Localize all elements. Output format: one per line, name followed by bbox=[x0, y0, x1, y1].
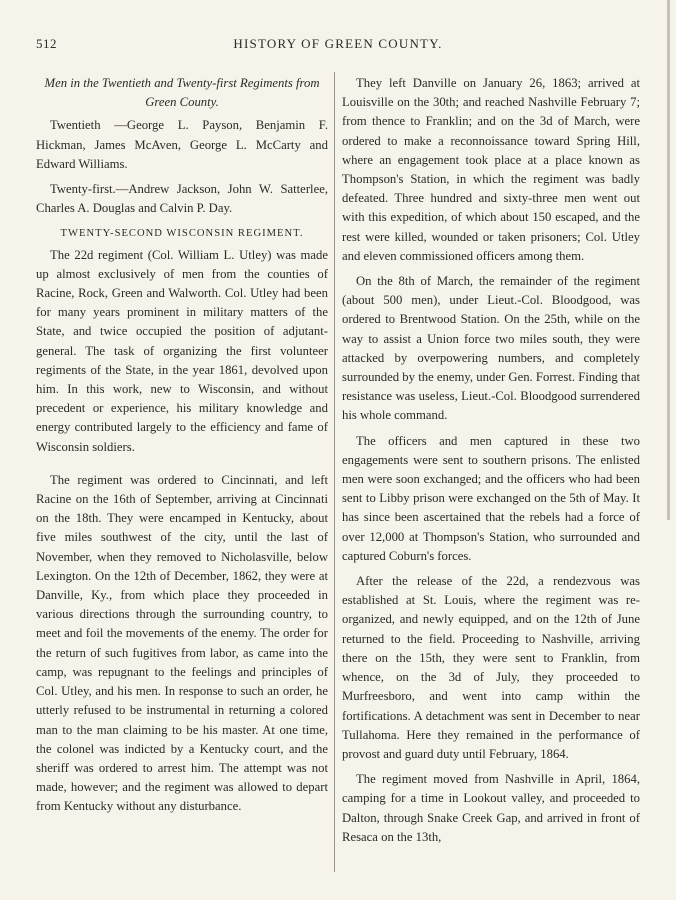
paragraph: The regiment moved from Nashville in April, 1864, camping for a time in Lookout valley, and proceeded to Dalton, through Snake Creek Gap, and arrived in front of Resaca on the 13th, bbox=[342, 772, 640, 844]
page-number: 512 bbox=[36, 36, 57, 51]
regiment-heading: TWENTY-SECOND WISCONSIN REGIMENT. bbox=[60, 228, 304, 240]
paragraph: The officers and men captured in these two engagements were sent to southern prisons. The enlisted men were soon exchanged; and the officers who had been sent to Libby prison were exchanged on the 5th of May. It has since been ascertained that the rebels had a force of over 12,000 at Thompson's Station, who surrounded and captured Coburn's forces. bbox=[342, 433, 640, 563]
paragraph: Twenty-first.—Andrew Jackson, John W. Satterlee, Charles A. Douglas and Calvin P. Day. bbox=[36, 182, 328, 216]
page-edge bbox=[667, 0, 670, 520]
spacer bbox=[36, 463, 328, 471]
page-header bbox=[36, 36, 640, 56]
left-column bbox=[36, 74, 328, 823]
paragraph: Twentieth —George L. Payson, Benjamin F. Hickman, James McAven, George L. McCarty and Edward Williams. bbox=[36, 118, 328, 171]
section-title: Men in the Twentieth and Twenty-first Regiments from Green County. bbox=[44, 76, 320, 110]
paragraph: The 22d regiment (Col. William L. Utley) was made up almost exclusively of men from the counties of Racine, Rock, Green and Walworth. Col. Utley had been for many years prominent in military matters of the State, and twice occupied the position of adjutant-general. The task of organizing the first volunteer regiments of the State, in the year 1861, devolved upon him. In this work, new to Wisconsin, and without precedent or experience, his military knowledge and energy contributed largely to the efficiency and fame of Wisconsin soldiers. bbox=[36, 247, 328, 454]
running-head: HISTORY OF GREEN COUNTY. bbox=[233, 36, 443, 51]
column-divider bbox=[334, 72, 335, 872]
paragraph: On the 8th of March, the remainder of the regiment (about 500 men), under Lieut.-Col. Bloodgood, was ordered to Brentwood Station. On the 25th, while on the way to assist a Union force two miles south, they were attacked by overpowering numbers, and completely surrounded by the enemy, under Gen. Forrest. Finding that resistance was useless, Lieut.-Col. Bloodgood surrendered his whole command. bbox=[342, 274, 640, 423]
paragraph: The regiment was ordered to Cincinnati, and left Racine on the 16th of September, arriving at Cincinnati on the 18th. They were encamped in Kentucky, about five miles southwest of the city, until the last of November, when they removed to Nicholasville, below Lexington. On the 12th of December, 1862, they were at Danville, Ky., from which place they proceeded in various directions through the surrounding country, to meet and foil the movements of the enemy. The order for the return of such fugitives from labor, as came into the camp, was repugnant to the feelings and principles of Col. Utley, and his men. In response to such an order, he utterly refused to be instrumental in returning a colored man to the man claiming to be his master. At one time, the colonel was indicted by a Kentucky court, and the sheriff was ordered to arrest him. The attempt was not made, however; and the regiment was allowed to depart from Kentucky without any disturbance. bbox=[36, 472, 328, 814]
right-column bbox=[342, 74, 640, 853]
paragraph: They left Danville on January 26, 1863; arrived at Louisville on the 30th; and reached Nashville February 7; from thence to Franklin; and on the 3d of March, were ordered to make a reconnoissance toward Spring Hill, where an engagement took place at a place known as Thompson's Station, in which the regiment was badly defeated. Three hundred and sixty-three men went out with this expedition, of which about 150 escaped, and the rest were killed, wounded or taken prisoners; Col. Utley and eleven commissioned officers among them. bbox=[342, 76, 640, 263]
paragraph: After the release of the 22d, a rendezvous was established at St. Louis, where the regiment was re-organized, and newly equipped, and on the 12th of June returned to the field. Proceeding to Nashville, arriving there on the 15th, they were sent to Franklin, from whence, on the 3d of July, they proceeded to Murfreesboro, and went into camp within the fortifications. A detachment was sent in December to near Tullahoma. Here they remained in the performance of provost and guard duty until February, 1864. bbox=[342, 574, 640, 761]
